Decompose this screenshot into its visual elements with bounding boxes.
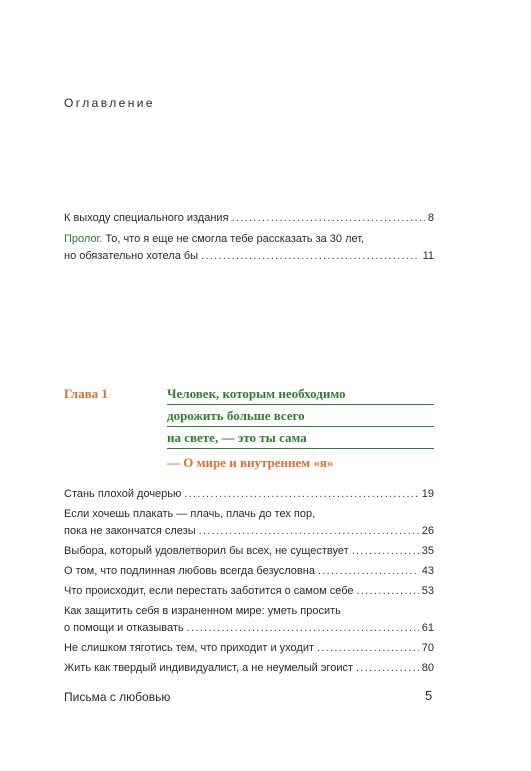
front-toc	[64, 210, 434, 265]
toc-entry[interactable]	[64, 543, 434, 560]
dot-leader	[357, 583, 419, 600]
toc-entry-title-line: Как защитить себя в израненном мире: уметь просить	[64, 605, 341, 617]
toc-entry-title: Жить как твердый индивидуалист, а не неумелый эгоист	[64, 662, 354, 674]
chapter-title-line: Человек, которым необходимо	[167, 383, 434, 405]
dot-leader	[201, 248, 419, 265]
dot-leader	[199, 523, 419, 540]
toc-entry-title: Что происходит, если перестать заботится о самом себе	[64, 585, 354, 597]
dot-leader	[318, 563, 419, 580]
chapter-subtitle: — О мире и внутреннем «я»	[167, 455, 334, 470]
toc-entry-title: О том, что подлинная любовь всегда безусловна	[64, 565, 315, 577]
toc-entry[interactable]	[64, 210, 434, 227]
chapter-toc	[64, 486, 434, 677]
dot-leader	[184, 486, 418, 503]
toc-entry[interactable]	[64, 640, 434, 657]
toc-entry-page: 80	[421, 662, 434, 674]
toc-entry-page: 19	[421, 488, 434, 500]
toc-entry[interactable]	[64, 486, 434, 503]
toc-entry-page: 43	[421, 565, 434, 577]
chapter-title-line: на свете, — это ты сама	[167, 427, 434, 449]
toc-entry-page: 53	[421, 585, 434, 597]
toc-entry-page: 61	[421, 622, 434, 634]
page-number: 5	[425, 688, 433, 703]
toc-entry[interactable]	[64, 603, 434, 637]
toc-entry-page: 8	[427, 212, 434, 224]
toc-entry-title-line: То, что я еще не смогла тебе рассказать за 30 лет,	[102, 233, 365, 245]
toc-entry-title: Стань плохой дочерью	[64, 488, 182, 500]
chapter-title-line: дорожить больше всего	[167, 405, 434, 427]
dot-leader	[356, 660, 419, 677]
toc-entry-page: 11	[422, 250, 434, 262]
toc-entry[interactable]	[64, 660, 434, 677]
dot-leader	[232, 210, 425, 227]
toc-entry-title: о помощи и отказывать	[64, 622, 184, 634]
toc-entry-page: 35	[421, 545, 434, 557]
toc-entry-page: 70	[421, 642, 434, 654]
toc-entry-page: 26	[421, 525, 434, 537]
dot-leader	[187, 620, 419, 637]
toc-entry[interactable]	[64, 583, 434, 600]
toc-entry[interactable]	[64, 231, 434, 265]
toc-entry-title: К выходу специального издания	[64, 212, 229, 224]
chapter-title	[167, 383, 434, 449]
toc-entry[interactable]	[64, 563, 434, 580]
toc-entry-title: Не слишком тяготись тем, что приходит и уходит	[64, 642, 314, 654]
toc-entry[interactable]	[64, 506, 434, 540]
dot-leader	[317, 640, 419, 657]
page-title: Оглавление	[64, 96, 155, 110]
prolog-label: Пролог.	[64, 233, 103, 245]
toc-entry-title: Выбора, который удовлетворил бы всех, не существует	[64, 545, 349, 557]
dot-leader	[352, 543, 419, 560]
toc-entry-title: но обязательно хотела бы	[64, 250, 199, 262]
running-footer-title: Письма с любовью	[64, 690, 171, 704]
toc-entry-title: пока не закончатся слезы	[64, 525, 196, 537]
toc-entry-title-line: Если хочешь плакать — плачь, плачь до тех пор,	[64, 508, 316, 520]
chapter-label: Глава 1	[64, 386, 108, 401]
